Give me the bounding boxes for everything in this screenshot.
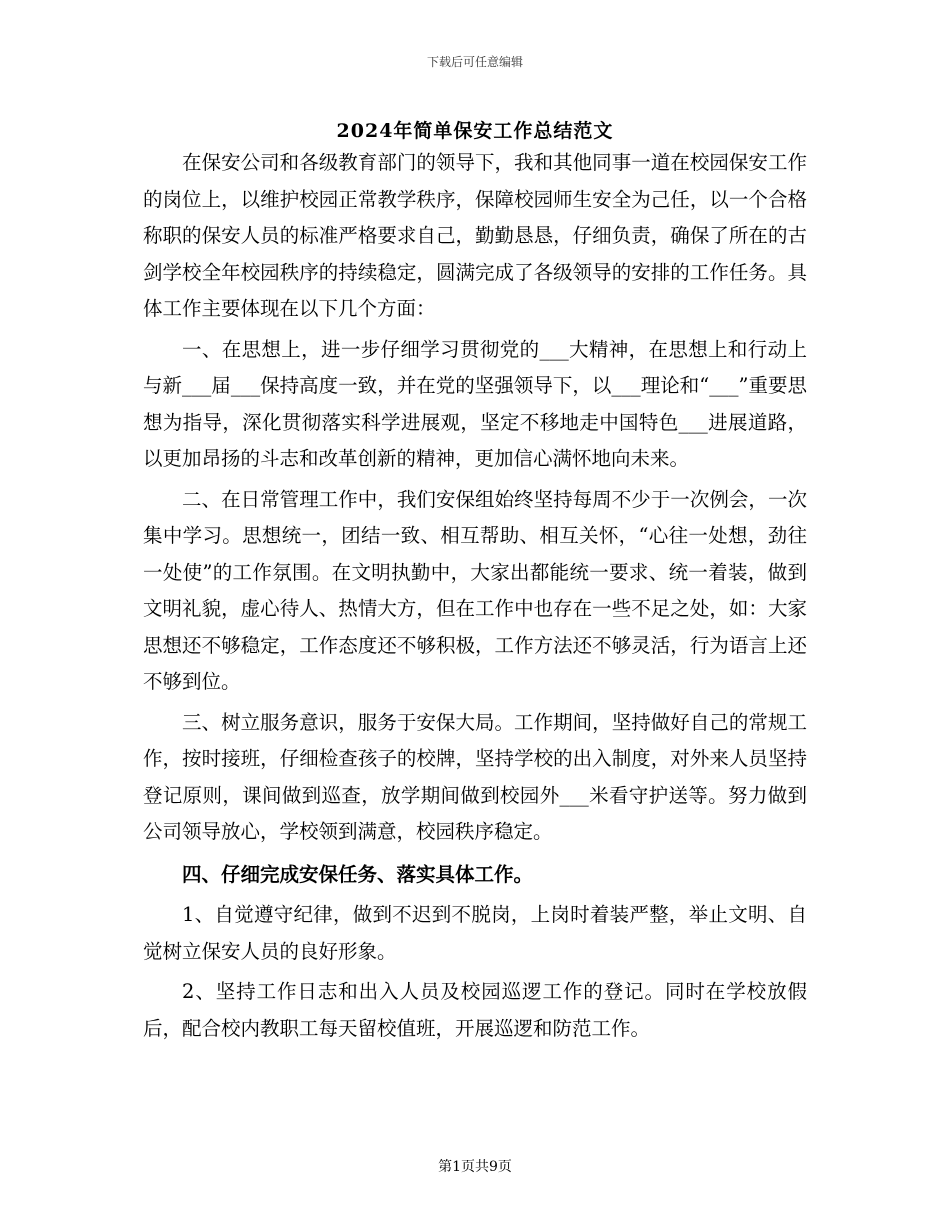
document-body [143,145,807,1051]
paragraph-item-1: 1、自觉遵守纪律，做到不迟到不脱岗，上岗时着装严整，举止文明、自觉树立保安人员的良好形象。 [143,903,807,963]
section-4-heading: 四、仔细完成安保任务、落实具体工作。 [182,862,534,886]
paragraph-intro: 在保安公司和各级教育部门的领导下，我和其他同事一道在校园保安工作的岗位上，以维护校园正常教学秩序，保障校园师生安全为己任，以一个合格称职的保安人员的标准严格要求自己，勤勤恳恳，仔细负责，确保了所在的古剑学校全年校园秩序的持续稳定，圆满完成了各级领导的安排的工作任务。具体工作主要体现在以下几个方面： [143,151,807,320]
paragraph-section-2: 二、在日常管理工作中，我们安保组始终坚持每周不少于一次例会，一次集中学习。思想统一，团结一致、相互帮助、相互关怀，“心往一处想，劲往一处使”的工作氛围。在文明执勤中，大家出都能统一要求、统一着装，做到文明礼貌，虚心待人、热情大方，但在工作中也存在一些不足之处，如：大家思想还不够稳定，工作态度还不够积极，工作方法还不够灵活，行为语言上还不够到位。 [143,487,807,693]
paragraph-section-1: 一、在思想上，进一步仔细学习贯彻党的___大精神，在思想上和行动上与新___届___保持高度一致，并在党的坚强领导下，以___理论和“___”重要思想为指导，深化贯彻落实科学进展观，坚定不移地走中国特色___进展道路，以更加昂扬的斗志和改革创新的精神，更加信心满怀地向未来。 [143,337,807,470]
page-header-note: 下载后可任意编辑 [426,55,523,69]
paragraph-section-3: 三、树立服务意识，服务于安保大局。工作期间，坚持做好自己的常规工作，按时接班，仔细检查孩子的校牌，坚持学校的出入制度，对外来人员坚持登记原则，课间做到巡查，放学期间做到校园外___米看守护送等。努力做到公司领导放心，学校领到满意，校园秩序稳定。 [143,710,807,843]
paragraph-item-2: 2、坚持工作日志和出入人员及校园巡逻工作的登记。同时在学校放假后，配合校内教职工每天留校值班，开展巡逻和防范工作。 [143,980,807,1040]
page-number: 第1页共9页 [438,1159,512,1175]
document-title: 2024年简单保安工作总结范文 [336,120,614,142]
